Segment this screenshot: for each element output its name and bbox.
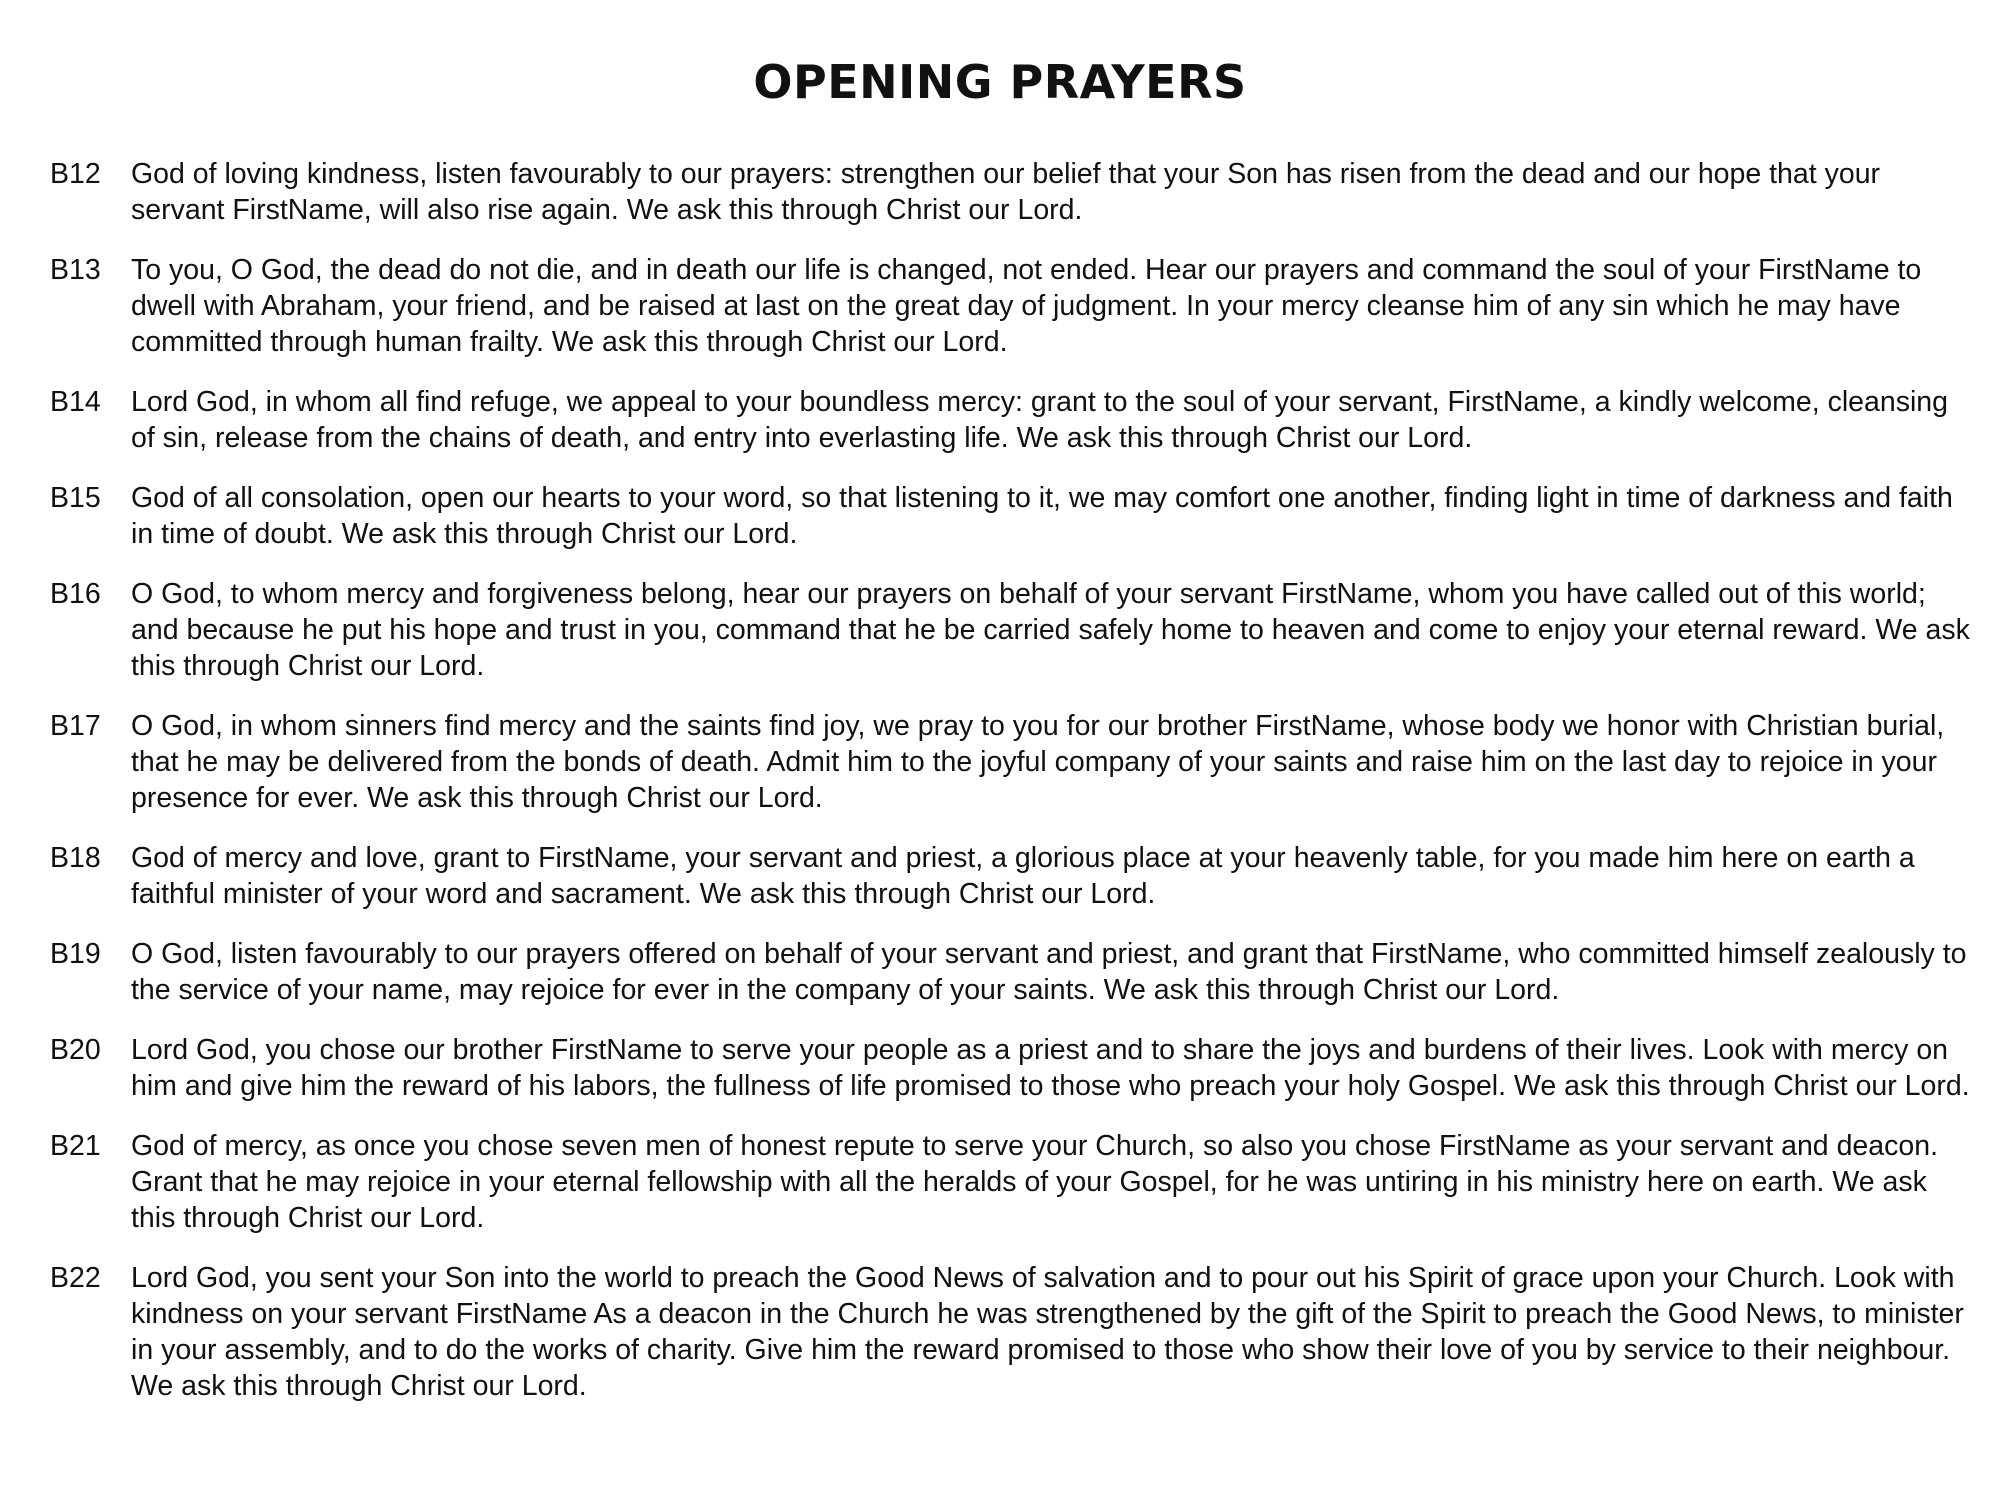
prayer-code: B14 bbox=[50, 386, 101, 418]
prayer-code: B18 bbox=[50, 842, 101, 874]
prayer-item-b17 bbox=[50, 708, 1970, 816]
prayer-text: God of mercy and love, grant to FirstName, your servant and priest, a glorious place at your heavenly table, for you made him here on earth a faithful minister of your word and sacrament. We ask this through Christ our Lord. bbox=[131, 842, 1915, 910]
prayer-text: Lord God, you chose our brother FirstName to serve your people as a priest and to share the joys and burdens of their lives. Look with mercy on him and give him the reward of his labors, the fullness of life promised to those who preach your holy Gospel. We ask this through Christ our Lord. bbox=[131, 1034, 1970, 1102]
prayer-text: O God, in whom sinners find mercy and the saints find joy, we pray to you for our brother FirstName, whose body we honor with Christian burial, that he may be delivered from the bonds of death. Admit him to the joyful company of your saints and raise him on the last day to rejoice in your presence for ever. We ask this through Christ our Lord. bbox=[131, 710, 1945, 814]
prayer-item-b22 bbox=[50, 1260, 1970, 1404]
prayer-item-b14 bbox=[50, 384, 1970, 456]
prayer-code: B13 bbox=[50, 254, 101, 286]
prayer-text: God of mercy, as once you chose seven men of honest repute to serve your Church, so also you chose FirstName as your servant and deacon. Grant that he may rejoice in your eternal fellowship with all the heralds of your Gospel, for he was untiring in his ministry here on earth. We ask this through Christ our Lord. bbox=[131, 1130, 1938, 1234]
prayer-text: O God, to whom mercy and forgiveness belong, hear our prayers on behalf of your servant FirstName, whom you have called out of this world; and because he put his hope and trust in you, command that he be carried safely home to heaven and come to enjoy your eternal reward. We ask this through Christ our Lord. bbox=[131, 578, 1970, 682]
prayer-code: B20 bbox=[50, 1034, 101, 1066]
prayer-code: B16 bbox=[50, 578, 101, 610]
prayer-text: Lord God, in whom all find refuge, we appeal to your boundless mercy: grant to the soul of your servant, FirstName, a kindly welcome, cleansing of sin, release from the chains of death, and entry into everlasting life. We ask this through Christ our Lord. bbox=[131, 386, 1948, 454]
page-title: OPENING PRAYERS bbox=[753, 55, 1247, 109]
prayer-item-b13 bbox=[50, 252, 1970, 360]
prayer-item-b21 bbox=[50, 1128, 1970, 1236]
prayer-list bbox=[50, 156, 1970, 1428]
prayer-item-b20 bbox=[50, 1032, 1970, 1104]
prayer-text: To you, O God, the dead do not die, and in death our life is changed, not ended. Hear our prayers and command the soul of your FirstName to dwell with Abraham, your friend, and be raised at last on the great day of judgment. In your mercy cleanse him of any sin which he may have committed through human frailty. We ask this through Christ our Lord. bbox=[131, 254, 1922, 358]
prayer-item-b19 bbox=[50, 936, 1970, 1008]
prayer-text: God of all consolation, open our hearts to your word, so that listening to it, we may comfort one another, finding light in time of darkness and faith in time of doubt. We ask this through Christ our Lord. bbox=[131, 482, 1953, 550]
prayer-item-b15 bbox=[50, 480, 1970, 552]
prayer-code: B19 bbox=[50, 938, 101, 970]
prayer-item-b16 bbox=[50, 576, 1970, 684]
prayer-code: B21 bbox=[50, 1130, 101, 1162]
prayer-code: B22 bbox=[50, 1262, 101, 1294]
prayer-text: God of loving kindness, listen favourably to our prayers: strengthen our belief that your Son has risen from the dead and our hope that your servant FirstName, will also rise again. We ask this through Christ our Lord. bbox=[131, 158, 1881, 226]
prayer-item-b12 bbox=[50, 156, 1970, 228]
prayer-text: O God, listen favourably to our prayers offered on behalf of your servant and priest, and grant that FirstName, who committed himself zealously to the service of your name, may rejoice for ever in the company of your saints. We ask this through Christ our Lord. bbox=[131, 938, 1967, 1006]
prayer-code: B15 bbox=[50, 482, 101, 514]
prayer-code: B17 bbox=[50, 710, 101, 742]
prayer-code: B12 bbox=[50, 158, 101, 190]
prayer-item-b18 bbox=[50, 840, 1970, 912]
prayer-text: Lord God, you sent your Son into the world to preach the Good News of salvation and to pour out his Spirit of grace upon your Church. Look with kindness on your servant FirstName As a deacon in the Church he was strengthened by the gift of the Spirit to preach the Good News, to minister in your assembly, and to do the works of charity. Give him the reward promised to those who show their love of you by service to their neighbour. We ask this through Christ our Lord. bbox=[131, 1262, 1964, 1402]
